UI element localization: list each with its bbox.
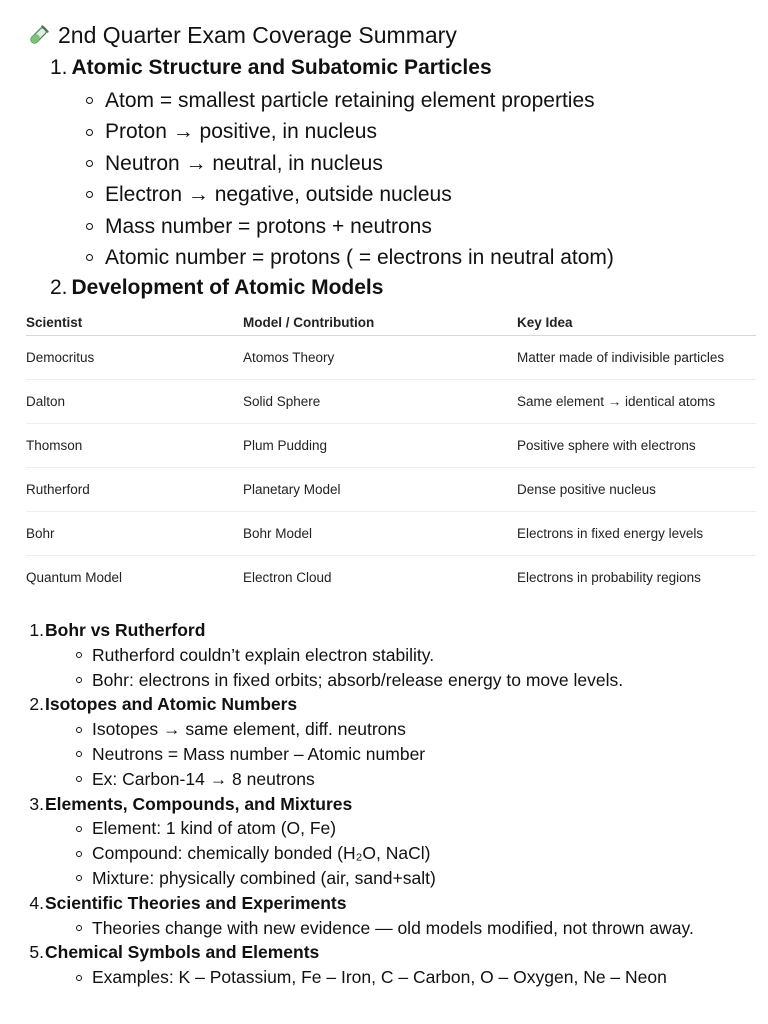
table-row — [26, 512, 756, 556]
list-item: Mass number = protons + neutrons — [86, 211, 614, 242]
list-item: Rutherford couldn’t explain electron stability. — [28, 643, 763, 668]
table-cell: Dalton — [26, 380, 243, 424]
list-item: Theories change with new evidence — old models modified, not thrown away. — [28, 916, 763, 941]
bullet-circle-icon — [76, 652, 82, 658]
table-cell: Atomos Theory — [243, 336, 517, 380]
column-header: Key Idea — [517, 309, 756, 336]
table-cell: Planetary Model — [243, 468, 517, 512]
atomic-models-table — [26, 309, 756, 599]
table-cell: Electrons in probability regions — [517, 570, 701, 585]
bullet-circle-icon — [76, 875, 82, 881]
table-cell: Positive sphere with electrons — [517, 424, 756, 468]
list-item: Atom = smallest particle retaining element properties — [86, 85, 614, 116]
table-cell: Solid Sphere — [243, 380, 517, 424]
table-row — [26, 380, 756, 424]
list-item: Element: 1 kind of atom (O, Fe) — [28, 816, 763, 841]
section-heading: 2. Isotopes and Atomic Numbers — [29, 694, 298, 715]
list-item: Atomic number = protons ( = electrons in neutral atom) — [86, 242, 614, 273]
table-cell: Rutherford — [26, 468, 243, 512]
list-item: Proton → positive, in nucleus — [86, 116, 614, 147]
bullet-circle-icon — [86, 191, 93, 198]
table-row — [26, 336, 756, 380]
column-header: Model / Contribution — [243, 309, 517, 336]
bullet-circle-icon — [76, 727, 82, 733]
section-heading: 5. Chemical Symbols and Elements — [29, 942, 320, 963]
page-title — [26, 22, 457, 49]
bullet-circle-icon — [76, 751, 82, 757]
list-item: Examples: K – Potassium, Fe – Iron, C – Carbon, O – Oxygen, Ne – Neon — [28, 965, 763, 990]
bullet-circle-icon — [86, 223, 93, 230]
list-item: Bohr: electrons in fixed orbits; absorb/release energy to move levels. — [28, 668, 763, 693]
list-item: Electron → negative, outside nucleus — [86, 179, 614, 210]
bullet-circle-icon — [86, 254, 93, 261]
bullet-circle-icon — [76, 975, 82, 981]
table-cell: Dense positive nucleus — [517, 468, 756, 512]
list-item: Mixture: physically combined (air, sand+salt) — [28, 866, 763, 891]
list-item: Compound: chemically bonded (H₂O, NaCl) — [28, 841, 763, 866]
atomic-structure-list — [86, 85, 614, 273]
bullet-circle-icon — [76, 677, 82, 683]
section-heading-atomic-models: 2. Development of Atomic Models — [50, 276, 384, 299]
bullet-circle-icon — [76, 925, 82, 931]
table-cell: Thomson — [26, 424, 243, 468]
table-row — [26, 424, 756, 468]
bullet-circle-icon — [76, 776, 82, 782]
list-item: Ex: Carbon-14 → 8 neutrons — [28, 767, 763, 792]
bullet-circle-icon — [86, 97, 93, 104]
table-cell: Quantum Model — [26, 570, 123, 585]
list-item: Neutron → neutral, in nucleus — [86, 148, 614, 179]
bullet-circle-icon — [86, 160, 93, 167]
bullet-circle-icon — [76, 851, 82, 857]
table-cell: Bohr Model — [243, 512, 517, 556]
section-heading-atomic-structure: 1. Atomic Structure and Subatomic Particles — [50, 56, 492, 79]
table-cell: Plum Pudding — [243, 424, 517, 468]
table-row — [26, 468, 756, 512]
table-row — [26, 556, 756, 600]
list-item: Isotopes → same element, diff. neutrons — [28, 717, 763, 742]
table-cell: Electrons in fixed energy levels — [517, 512, 756, 556]
test-tube-icon — [26, 24, 50, 48]
bullet-circle-icon — [86, 129, 93, 136]
table-cell: Electron Cloud — [243, 570, 332, 585]
page-title-text: 2nd Quarter Exam Coverage Summary — [58, 22, 457, 48]
list-item: Neutrons = Mass number – Atomic number — [28, 742, 763, 767]
section-heading: 4. Scientific Theories and Experiments — [29, 892, 347, 913]
table-cell: Democritus — [26, 336, 243, 380]
section-heading: 1. Bohr vs Rutherford — [29, 620, 206, 640]
column-header: Scientist — [26, 309, 243, 336]
table-header-row — [26, 309, 756, 336]
bullet-circle-icon — [76, 826, 82, 832]
section-heading: 3. Elements, Compounds, and Mixtures — [29, 793, 353, 814]
table-cell: Same element → identical atoms — [517, 380, 756, 424]
table-cell: Matter made of indivisible particles — [517, 336, 756, 380]
review-topics — [28, 618, 763, 990]
table-cell: Bohr — [26, 512, 243, 556]
